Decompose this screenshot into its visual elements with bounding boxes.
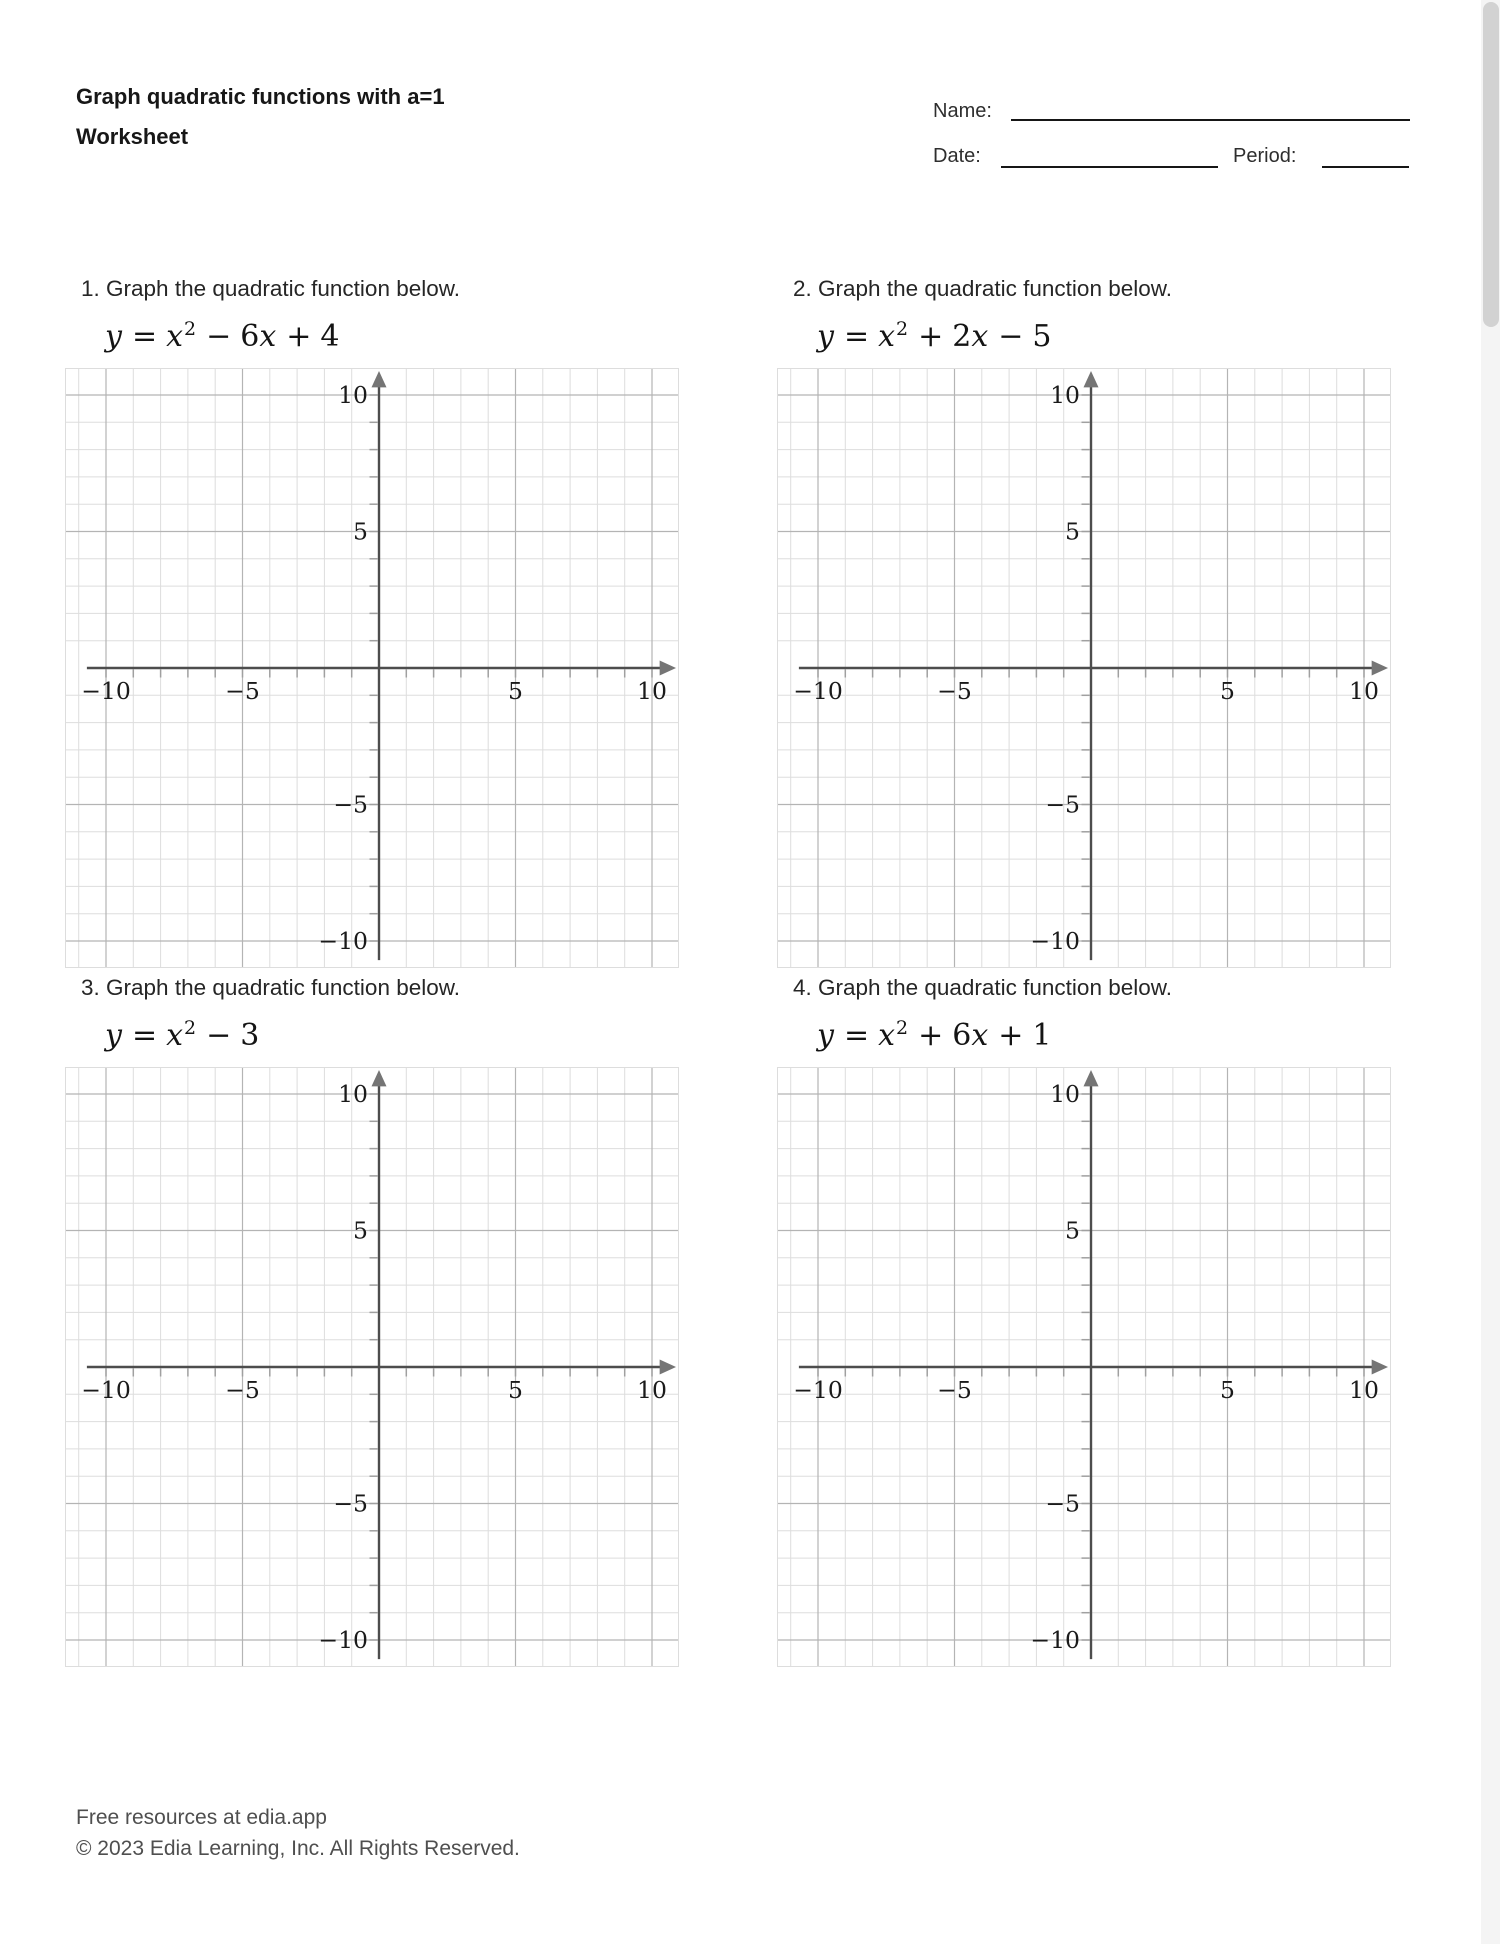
- svg-text:5: 5: [1220, 1376, 1235, 1404]
- equation-token: 2: [896, 1017, 909, 1039]
- svg-text:−10: −10: [1030, 927, 1080, 955]
- name-blank-line: [1011, 119, 1410, 121]
- problem-1: [65, 276, 679, 976]
- equation: [817, 318, 1052, 354]
- equation-token: 6: [952, 1018, 972, 1053]
- svg-text:5: 5: [353, 517, 368, 546]
- svg-text:10: 10: [637, 1376, 667, 1404]
- equation-token: 1: [1032, 1018, 1052, 1053]
- equation-token: +: [286, 319, 312, 354]
- equation-token: =: [131, 319, 158, 354]
- problem-prompt: [81, 975, 460, 1001]
- problem-text: Graph the quadratic function below.: [818, 975, 1173, 1000]
- svg-text:−5: −5: [225, 1376, 260, 1404]
- svg-text:−5: −5: [937, 1376, 972, 1404]
- problem-text: Graph the quadratic function below.: [818, 276, 1173, 301]
- equation-token: 2: [896, 318, 909, 340]
- svg-text:10: 10: [1050, 381, 1080, 409]
- equation-token: 4: [320, 319, 340, 354]
- coordinate-grid: [777, 1067, 1391, 1667]
- svg-text:−5: −5: [333, 790, 368, 819]
- problem-number: 2.: [793, 276, 812, 301]
- equation: [817, 1017, 1052, 1053]
- problem-prompt: [81, 276, 460, 302]
- svg-text:5: 5: [353, 1216, 368, 1245]
- equation-token: 2: [952, 319, 972, 354]
- date-label: Date:: [933, 145, 981, 167]
- svg-text:10: 10: [1050, 1080, 1080, 1108]
- equation-token: =: [843, 319, 870, 354]
- equation-token: x: [166, 319, 184, 354]
- svg-text:−5: −5: [1045, 1489, 1080, 1518]
- equation-token: y: [105, 319, 122, 354]
- svg-text:−10: −10: [318, 927, 368, 955]
- equation-token: x: [971, 319, 989, 354]
- svg-text:10: 10: [338, 1080, 368, 1108]
- svg-text:−10: −10: [81, 677, 131, 705]
- svg-text:−10: −10: [793, 677, 843, 705]
- equation-token: x: [166, 1018, 184, 1053]
- equation: [105, 1017, 259, 1053]
- equation-token: −: [998, 319, 1024, 354]
- problem-text: Graph the quadratic function below.: [106, 975, 461, 1000]
- problem-number: 4.: [793, 975, 812, 1000]
- page-title: Graph quadratic functions with a=1: [76, 84, 445, 109]
- equation-token: 2: [184, 318, 197, 340]
- footer-resources: Free resources at edia.app: [76, 1806, 327, 1829]
- coordinate-grid: [65, 1067, 679, 1667]
- equation-token: +: [918, 319, 944, 354]
- equation: [105, 318, 340, 354]
- svg-text:10: 10: [338, 381, 368, 409]
- svg-text:−10: −10: [1030, 1626, 1080, 1654]
- footer: [76, 1802, 520, 1864]
- svg-text:−10: −10: [793, 1376, 843, 1404]
- period-blank-line: [1322, 166, 1409, 168]
- equation-token: x: [259, 319, 277, 354]
- equation-token: x: [878, 1018, 896, 1053]
- equation-token: +: [918, 1018, 944, 1053]
- svg-text:−5: −5: [1045, 790, 1080, 819]
- equation-token: y: [817, 319, 834, 354]
- problem-prompt: [793, 276, 1172, 302]
- problem-number: 3.: [81, 975, 100, 1000]
- svg-text:5: 5: [508, 677, 523, 705]
- problem-text: Graph the quadratic function below.: [106, 276, 461, 301]
- svg-text:−10: −10: [318, 1626, 368, 1654]
- equation-token: =: [131, 1018, 158, 1053]
- svg-text:5: 5: [508, 1376, 523, 1404]
- equation-token: y: [817, 1018, 834, 1053]
- problem-2: [777, 276, 1391, 976]
- date-blank-line: [1001, 166, 1218, 168]
- svg-text:−5: −5: [333, 1489, 368, 1518]
- footer-copyright: © 2023 Edia Learning, Inc. All Rights Reserved.: [76, 1837, 520, 1860]
- coordinate-grid: [65, 368, 679, 968]
- equation-token: =: [843, 1018, 870, 1053]
- name-label: Name:: [933, 100, 992, 122]
- equation-token: x: [971, 1018, 989, 1053]
- problem-number: 1.: [81, 276, 100, 301]
- problem-prompt: [793, 975, 1172, 1001]
- problem-3: [65, 975, 679, 1675]
- svg-text:10: 10: [637, 677, 667, 705]
- equation-token: −: [206, 1018, 232, 1053]
- page-subtitle: Worksheet: [76, 124, 189, 149]
- problem-4: [777, 975, 1391, 1675]
- svg-text:10: 10: [1349, 1376, 1379, 1404]
- scrollbar-thumb[interactable]: [1483, 2, 1499, 327]
- period-label: Period:: [1233, 145, 1297, 167]
- equation-token: x: [878, 319, 896, 354]
- svg-text:−5: −5: [937, 677, 972, 705]
- equation-token: −: [206, 319, 232, 354]
- equation-token: 6: [240, 319, 260, 354]
- svg-text:−10: −10: [81, 1376, 131, 1404]
- svg-text:5: 5: [1220, 677, 1235, 705]
- svg-text:−5: −5: [225, 677, 260, 705]
- svg-text:10: 10: [1349, 677, 1379, 705]
- svg-text:5: 5: [1065, 1216, 1080, 1245]
- equation-token: 3: [240, 1018, 260, 1053]
- equation-token: +: [998, 1018, 1024, 1053]
- coordinate-grid: [777, 368, 1391, 968]
- equation-token: 2: [184, 1017, 197, 1039]
- svg-text:5: 5: [1065, 517, 1080, 546]
- equation-token: 5: [1032, 319, 1052, 354]
- equation-token: y: [105, 1018, 122, 1053]
